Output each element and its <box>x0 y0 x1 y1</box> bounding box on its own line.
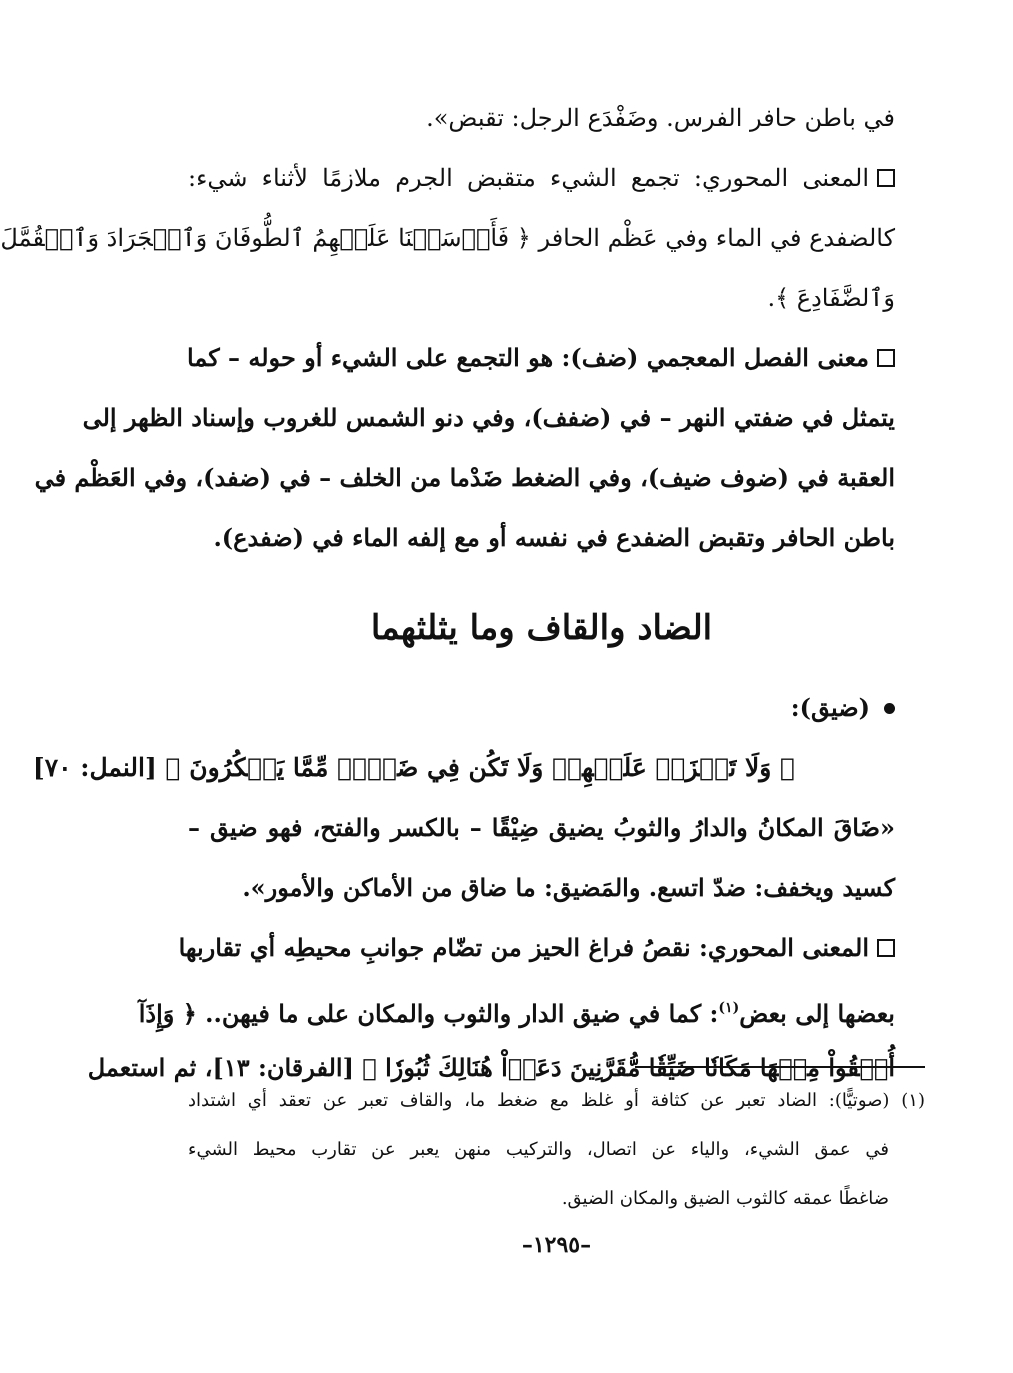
footnote-reference[interactable]: (١) <box>718 1000 740 1016</box>
bullet-icon <box>884 703 895 714</box>
section-line-3-text: المعنى المحوري: نقصُ فراغ الحيز من تضّام جوانبِ محيطِه أي تقاربها <box>178 933 869 962</box>
entry-word: (ضيق): <box>790 693 870 722</box>
section-line-3 <box>178 918 895 978</box>
section-heading: الضاد والقاف وما يثلثهما <box>370 608 713 648</box>
footnote-marker: (١) <box>901 1090 925 1111</box>
entry-line <box>188 678 895 738</box>
body-line-1: في باطن حافر الفرس. وضَفْدَع الرجل: تقبض». <box>426 104 895 132</box>
section-line-5: أُلۡقُواْ مِنۡهَا مَكَانٗا ضَيِّقٗا مُّقَرَّنِينَ دَعَوۡاْ هُنَالِكَ ثُبُورٗا ﴾ [الفرقان: ١٣]، ثم استعمل <box>87 1053 895 1082</box>
body-line-7: العقبة في (ضوف ضيف)، وفي الضغط ضَدْما من الخلف – في (ضفد)، وفي العَظْم في <box>34 463 895 492</box>
body-line-6: يتمثل في ضفتي النهر – في (ضفف)، وفي دنو الشمس للغروب وإسناد الظهر إلى <box>82 403 895 432</box>
body-line-2-text: المعنى المحوري: تجمع الشيء متقبض الجرم ملازمًا لأثناء شيء: <box>188 164 869 192</box>
footnote-line-3: ضاغطًا عمقه كالثوب الضيق والمكان الضيق. <box>561 1188 889 1209</box>
section-line-4-start: بعضها إلى بعض <box>739 999 895 1028</box>
section-line-2: كسيد ويخفف: ضدّ اتسع. والمَضيق: ما ضاق من الأماكن والأمور». <box>242 873 895 902</box>
footnotes <box>188 1076 925 1223</box>
footnote-line-1 <box>188 1076 925 1125</box>
section-line-4 <box>138 978 895 1038</box>
body-line-2 <box>188 148 895 208</box>
section-line-4-end: : كما في ضيق الدار والثوب والمكان على ما فيهن.. ﴿ وَإِذَآ <box>138 999 719 1028</box>
section-line-1: «ضَاقَ المكانُ والدارُ والثوبُ يضيق ضِيْقًا – بالكسر والفتح، فهو ضيق – <box>188 813 895 842</box>
page-number: –١٢٩٥– <box>521 1232 592 1258</box>
body-line-8: باطن الحافر وتقبض الضفدع في نفسه أو مع إلفه الماء في (ضفدع). <box>213 523 895 552</box>
body-line-5 <box>188 328 895 388</box>
body-line-3: كالضفدع في الماء وفي عَظْم الحافر ﴿ فَأَرۡسَلۡنَا عَلَيۡهِمُ ٱلطُّوفَانَ وَٱلۡجَرَادَ وَٱلۡقُمَّلَ <box>0 224 895 252</box>
footnote-line-1-text: (صوتيًّا): الضاد تعبر عن كثافة أو غلظ مع ضغط ما، والقاف تعبر عن تعقد أي اشتداد <box>188 1090 890 1111</box>
square-bullet-icon <box>877 169 895 187</box>
body-line-5-text: معنى الفصل المعجمي (ضف): هو التجمع على الشيء أو حوله – كما <box>187 343 869 372</box>
verse-text: ﴿ وَلَا تَحۡزَنۡ عَلَيۡهِمۡ وَلَا تَكُن فِي ضَيۡقٖ مِّمَّا يَمۡكُرُونَ ﴾ <box>165 753 795 782</box>
square-bullet-icon <box>877 349 895 367</box>
square-bullet-icon <box>877 939 895 957</box>
footnote-line-2: في عمق الشيء، والياء عن اتصال، والتركيب منهن يعبر عن تقارب محيط الشيء <box>188 1139 889 1160</box>
body-line-4: وَٱلضَّفَادِعَ ﴾. <box>767 284 895 312</box>
footnote-divider <box>635 1066 925 1068</box>
verse-reference: [النمل: ٧٠] <box>32 753 157 782</box>
verse-line <box>32 738 895 798</box>
